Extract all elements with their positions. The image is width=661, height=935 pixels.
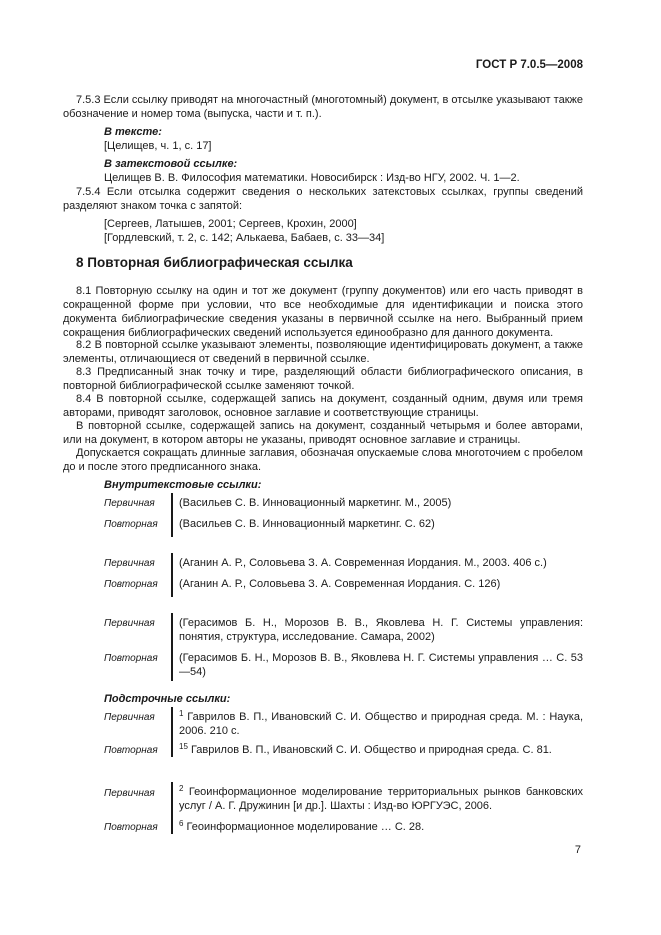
- divider-bar: [171, 707, 173, 757]
- divider-bar: [171, 613, 173, 681]
- label-primary: Первичная: [104, 712, 155, 723]
- label-primary: Первичная: [104, 788, 155, 799]
- example-label-text: В тексте:: [104, 126, 162, 138]
- footnote-number: 6: [179, 819, 184, 828]
- para-8-1: 8.1 Повторную ссылку на один и тот же документ (группу документов) или его часть приводят в сокращенной форме при условии, что все необходимые для идентификации и поиска этого документа библиографические сведения указаны в первичной ссылке на него. Выбранный прием сокращения библиографических сведений используется единообразно для данного документа.: [63, 285, 583, 339]
- label-repeat: Повторная: [104, 579, 158, 590]
- ref-text: Геоинформационное моделирование … С. 28.: [186, 821, 425, 833]
- ref-text: Геоинформационное моделирование территориальных рынков банковских услуг / А. Г. Дружинин [и др.]. Шахты : Изд-во ЮРГУЭС, 2006.: [179, 786, 583, 812]
- para-8-4-b: В повторной ссылке, содержащей запись на документ, созданный четырьмя и более авторами, или на документ, в котором авторы не указаны, приводят основное заглавие и страницы.: [63, 420, 583, 446]
- footnote-number: 1: [179, 709, 184, 718]
- label-primary: Первичная: [104, 558, 155, 569]
- example-endnote: Целищев В. В. Философия математики. Новосибирск : Изд-во НГУ, 2002. Ч. 1—2.: [104, 172, 520, 184]
- example-group-2: [Гордлевский, т. 2, с. 142; Алькаева, Бабаев, с. 33—34]: [104, 232, 385, 244]
- footnote-number: 15: [179, 742, 188, 751]
- label-repeat: Повторная: [104, 822, 158, 833]
- ref-text: Гаврилов В. П., Ивановский С. И. Общество и природная среда. М. : Наука, 2006. 210 с.: [179, 711, 583, 737]
- para-8-3: 8.3 Предписанный знак точку и тире, разделяющий области библиографического описания, в повторной библиографической ссылке заменяют точкой.: [63, 366, 583, 392]
- label-primary: Первичная: [104, 618, 155, 629]
- ref-repeat: (Аганин А. Р., Соловьева З. А. Современная Иордания. С. 126): [179, 578, 501, 590]
- example-text: [Целищев, ч. 1, с. 17]: [104, 140, 212, 152]
- label-repeat: Повторная: [104, 519, 158, 530]
- label-primary: Первичная: [104, 498, 155, 509]
- divider-bar: [171, 782, 173, 834]
- label-repeat: Повторная: [104, 653, 158, 664]
- label-repeat: Повторная: [104, 745, 158, 756]
- divider-bar: [171, 493, 173, 537]
- para-7-5-4: 7.5.4 Если отсылка содержит сведения о нескольких затекстовых ссылках, группы сведений разделяют знаком точка с запятой:: [63, 186, 583, 212]
- para-7-5-3: 7.5.3 Если ссылку приводят на многочастный (многотомный) документ, в отсылке указывают также обозначение и номер тома (выпуска, части и т. п.).: [63, 94, 583, 120]
- ref-primary: [179, 785, 583, 813]
- footnote-number: 2: [179, 784, 184, 793]
- example-label-endnote: В затекстовой ссылке:: [104, 158, 238, 170]
- footnote-heading: Подстрочные ссылки:: [104, 693, 231, 705]
- para-8-4: 8.4 В повторной ссылке, содержащей запись на документ, созданный одним, двумя или тремя авторами, приводят заголовок, основное заглавие и соответствующие страницы.: [63, 393, 583, 419]
- ref-primary: (Васильев С. В. Инновационный маркетинг. М., 2005): [179, 497, 452, 509]
- ref-repeat: [179, 820, 583, 834]
- divider-bar: [171, 553, 173, 597]
- page-number: 7: [574, 844, 581, 856]
- para-8-4-c: Допускается сокращать длинные заглавия, обозначая опускаемые слова многоточием с пробелом до и после этого предписанного знака.: [63, 447, 583, 473]
- ref-repeat: (Васильев С. В. Инновационный маркетинг. С. 62): [179, 518, 435, 530]
- ref-repeat: (Герасимов Б. Н., Морозов В. В., Яковлева Н. Г. Системы управления … С. 53—54): [179, 652, 583, 678]
- ref-text: Гаврилов В. П., Ивановский С. И. Общество и природная среда. С. 81.: [190, 744, 552, 756]
- intratext-heading: Внутритекстовые ссылки:: [104, 479, 262, 491]
- section-title: 8 Повторная библиографическая ссылка: [76, 255, 353, 270]
- document-code: ГОСТ Р 7.0.5—2008: [475, 59, 583, 71]
- ref-primary: (Герасимов Б. Н., Морозов В. В., Яковлева Н. Г. Системы управления: понятия, структура, исследование. Самара, 2002): [179, 617, 583, 643]
- example-group-1: [Сергеев, Латышев, 2001; Сергеев, Крохин, 2000]: [104, 218, 357, 230]
- ref-primary: (Аганин А. Р., Соловьева З. А. Современная Иордания. М., 2003. 406 с.): [179, 557, 547, 569]
- para-8-2: 8.2 В повторной ссылке указывают элементы, позволяющие идентифицировать документ, а также элементы, отличающиеся от сведений в первичной ссылке.: [63, 339, 583, 365]
- ref-primary: [179, 710, 583, 738]
- ref-repeat: [179, 743, 583, 757]
